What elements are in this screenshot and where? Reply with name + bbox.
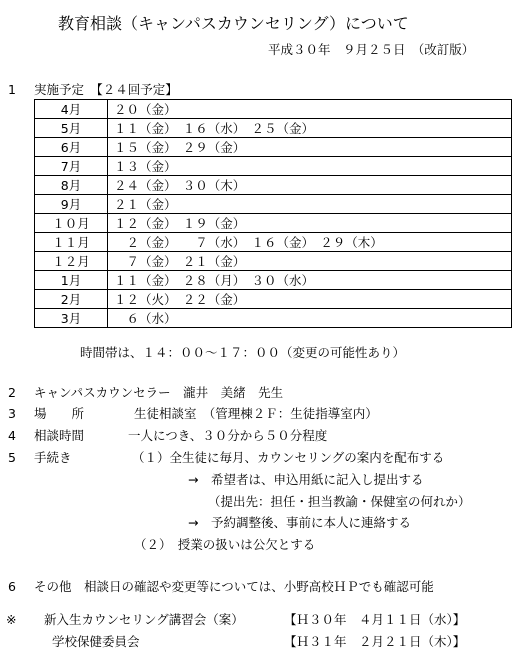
table-row — [35, 119, 512, 138]
note-2-label: 学校保健委員会 — [52, 634, 140, 649]
month-cell: 8月 — [35, 176, 108, 195]
month-cell: 1月 — [35, 271, 108, 290]
table-row — [35, 271, 512, 290]
month-cell: 9月 — [35, 195, 108, 214]
section-1-heading: 実施予定 【２４回予定】 — [34, 82, 178, 97]
procedure-item-1: （１）全生徒に毎月、カウンセリングの案内を配布する — [132, 450, 445, 465]
dates-cell: ７（金） ２１（金） — [108, 252, 512, 271]
note-2-date: 【Ｈ３１年 ２月２１日（木）】 — [284, 634, 466, 649]
month-cell: 3月 — [35, 309, 108, 328]
note-1-label: 新入生カウンセリング講習会（案） — [44, 612, 244, 627]
section-5-number: 5 — [8, 450, 16, 465]
other-text: その他 相談日の確認や変更等については、小野高校ＨＰでも確認可能 — [34, 579, 434, 594]
dates-cell: １２（金） １９（金） — [108, 214, 512, 233]
table-row — [35, 290, 512, 309]
location-text: 生徒相談室 （管理棟２Ｆ：生徒指導室内） — [134, 406, 378, 421]
procedure-arrow-1: → 希望者は、申込用紙に記入し提出する — [188, 472, 424, 487]
dates-cell: ２０（金） — [108, 100, 512, 119]
procedure-arrow-2: → 予約調整後、事前に本人に連絡する — [188, 515, 411, 530]
dates-cell: ２（金） ７（水） １６（金） ２９（木） — [108, 233, 512, 252]
month-cell: 4月 — [35, 100, 108, 119]
month-cell: １０月 — [35, 214, 108, 233]
page-title: 教育相談（キャンパスカウンセリング）について — [58, 14, 409, 33]
table-row — [35, 195, 512, 214]
month-cell: １１月 — [35, 233, 108, 252]
table-row — [35, 233, 512, 252]
section-4-number: 4 — [8, 428, 16, 443]
location-label: 場 所 — [34, 406, 85, 421]
table-row — [35, 100, 512, 119]
time-label: 相談時間 — [34, 428, 85, 443]
table-row — [35, 138, 512, 157]
note-1-date: 【Ｈ３０年 ４月１１日（水）】 — [284, 612, 466, 627]
table-row — [35, 214, 512, 233]
section-1-number: 1 — [8, 82, 16, 97]
table-row — [35, 252, 512, 271]
month-cell: 5月 — [35, 119, 108, 138]
month-cell: 7月 — [35, 157, 108, 176]
counselor-line: キャンパスカウンセラー 瀧井 美緒 先生 — [34, 385, 284, 400]
dates-cell: ２１（金） — [108, 195, 512, 214]
procedure-item-2: （２） 授業の扱いは公欠とする — [134, 537, 316, 552]
hours-note: 時間帯は、１４：００～１７：００（変更の可能性あり） — [80, 345, 406, 360]
section-2-number: 2 — [8, 385, 16, 400]
dates-cell: １１（金） ２８（月） ３０（水） — [108, 271, 512, 290]
section-3-number: 3 — [8, 406, 16, 421]
dates-cell: １２（火） ２２（金） — [108, 290, 512, 309]
dates-cell: ６（水） — [108, 309, 512, 328]
month-cell: １２月 — [35, 252, 108, 271]
note-mark: ※ — [6, 612, 17, 627]
procedure-label: 手続き — [34, 450, 72, 465]
procedure-submit-note: （提出先：担任・担当教諭・保健室の何れか） — [208, 494, 471, 509]
dates-cell: ２４（金） ３０（木） — [108, 176, 512, 195]
month-cell: 6月 — [35, 138, 108, 157]
section-6-number: 6 — [8, 579, 16, 594]
table-row — [35, 176, 512, 195]
dates-cell: １３（金） — [108, 157, 512, 176]
table-row — [35, 309, 512, 328]
document-date: 平成３０年 ９月２５日 （改訂版） — [268, 42, 475, 57]
schedule-table — [34, 99, 512, 328]
dates-cell: １５（金） ２９（金） — [108, 138, 512, 157]
table-row — [35, 157, 512, 176]
dates-cell: １１（金） １６（水） ２５（金） — [108, 119, 512, 138]
month-cell: 2月 — [35, 290, 108, 309]
time-text: 一人につき、３０分から５０分程度 — [128, 428, 328, 443]
